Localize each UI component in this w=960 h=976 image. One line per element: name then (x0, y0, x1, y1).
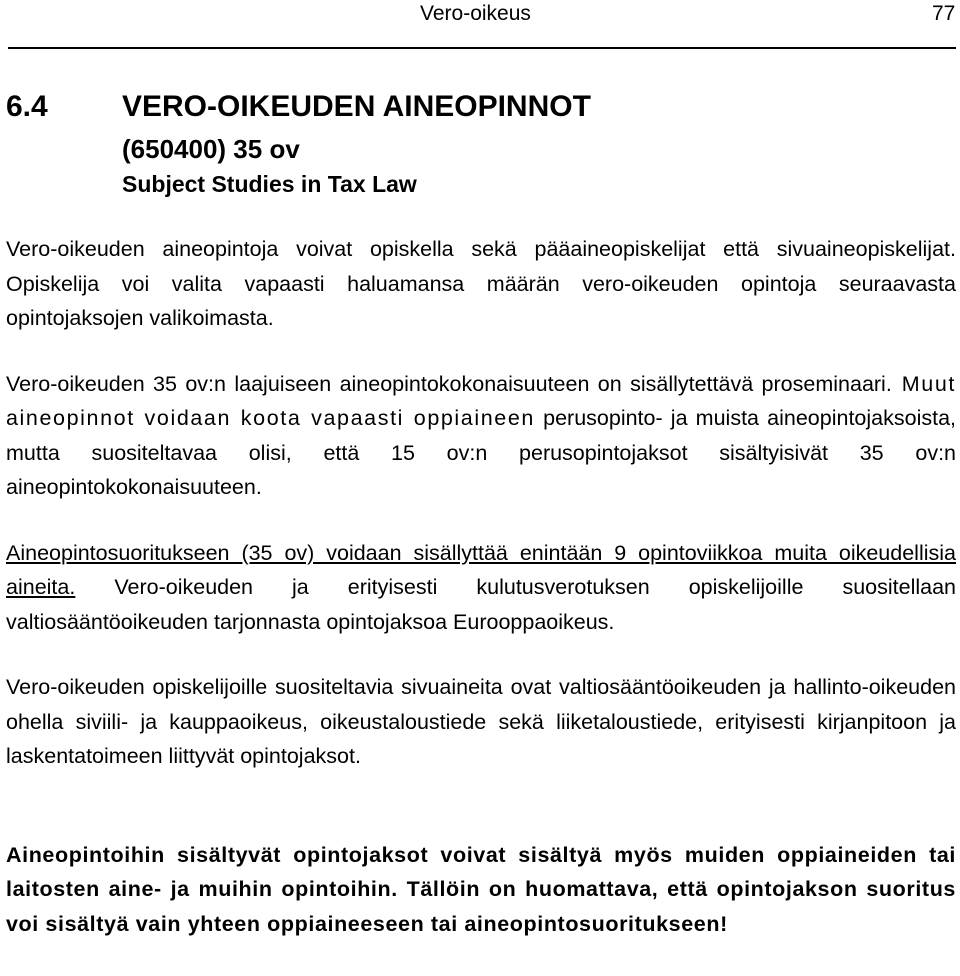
section-number: 6.4 (6, 90, 48, 123)
section-heading (6, 88, 946, 200)
section-title-line2: (650400) 35 ov (122, 134, 300, 164)
running-title: Vero-oikeus (420, 2, 531, 25)
page-number: 77 (932, 2, 956, 25)
paragraph-2 (6, 367, 956, 505)
header-rule (8, 47, 956, 49)
paragraph-3 (6, 536, 956, 640)
paragraph-5-bold-note: Aineopintoihin sisältyvät opintojaksot voivat sisältyä myös muiden oppiaineiden tai laitosten aine- ja muihin opintoihin. Tällöin on huomattava, että opintojakson suoritus voi sisältyä vain yhteen oppiaineeseen tai aineopintosuoritukseen! (6, 842, 956, 936)
paragraph-4: Vero-oikeuden opiskelijoille suositeltavia sivuaineita ovat valtiosääntöoikeuden ja hallinto-oikeuden ohella siviili- ja kauppaoikeus, oikeustaloustiede sekä liiketaloustiede, erityisesti kirjanpitoon ja laskentatoimeen liittyvät opintojaksot. (6, 675, 956, 768)
body-text (6, 232, 956, 941)
paragraph-3-underlined: Aineopintosuoritukseen (35 ov) voidaan sisällyttää enintään 9 opintoviikkoa muita oikeudellisia aineita. (6, 540, 956, 599)
running-header (0, 2, 960, 26)
paragraph-1: Vero-oikeuden aineopintoja voivat opiskella sekä pääaineopiskelijat että sivuaineopiskelijat. Opiskelija voi valita vapaasti haluamansa määrän vero-oikeuden opintoja seuraavasta opintojaksojen valikoimasta. (6, 237, 956, 330)
section-subtitle: Subject Studies in Tax Law (122, 171, 417, 197)
paragraph-2-part-c: perusopinto- ja muista aineopintojaksoista, mutta suositeltavaa olisi, että 15 ov:n perusopintojaksot sisältyisivät 35 ov:n aineopintokokonaisuuteen. (6, 406, 957, 499)
paragraph-2-part-b: Muut aineopinnot voidaan koota vapaasti oppiaineen (6, 371, 956, 430)
paragraph-2-part-a: Vero-oikeuden 35 ov:n laajuiseen aineopintokokonaisuuteen on sisällytettävä proseminaari. (6, 371, 892, 396)
section-title-line1: VERO-OIKEUDEN AINEOPINNOT (122, 90, 591, 123)
paragraph-3-rest: Vero-oikeuden ja erityisesti kulutusverotuksen opiskelijoille suositellaan valtiosääntöoikeuden tarjonnasta opintojaksoa Eurooppaoikeus. (6, 575, 956, 634)
